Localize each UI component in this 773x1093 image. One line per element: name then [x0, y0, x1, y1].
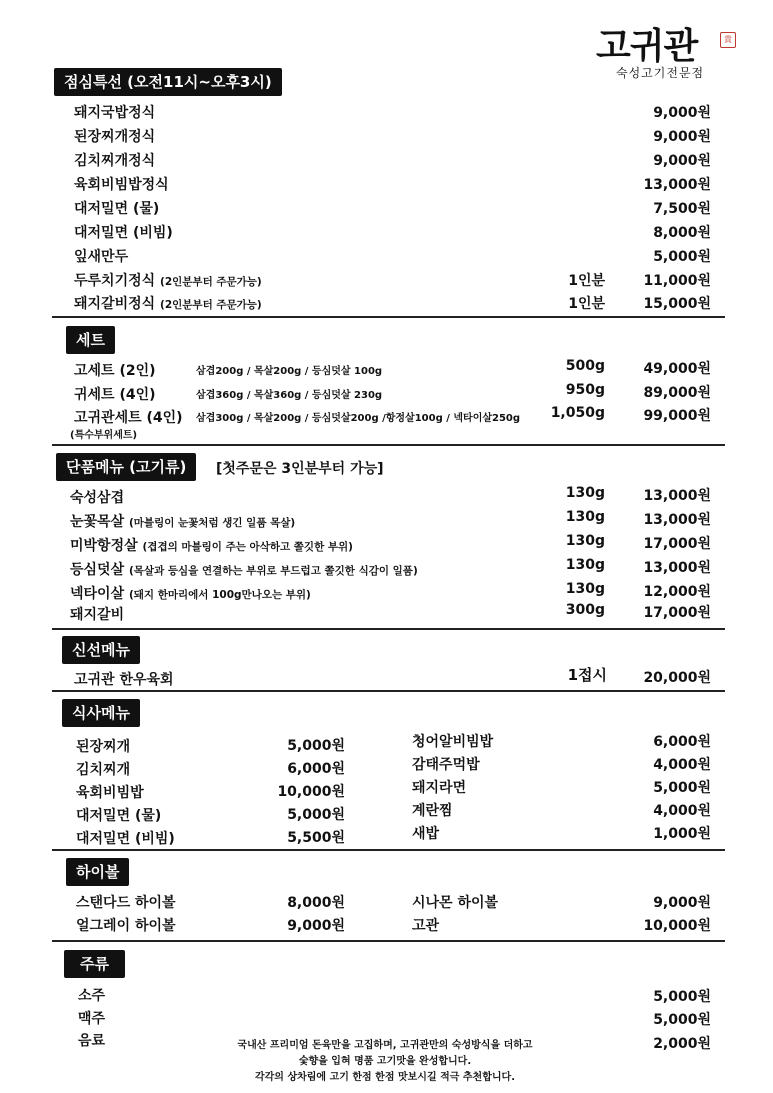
menu-item-label: 등심덧살	[70, 562, 125, 578]
logo-branch: 숙성고기전문점	[616, 66, 705, 80]
menu-item-name: 음료	[78, 1033, 106, 1049]
set-item-name: 귀세트 (4인)	[74, 387, 156, 403]
set-item-desc: 삼겹360g / 목살360g / 등심덧살 230g	[196, 390, 383, 401]
section-divider	[52, 849, 725, 851]
menu-item-price: 13,000원	[643, 512, 711, 528]
menu-item-name: 맥주	[78, 1011, 106, 1027]
menu-item-qty: 130g	[565, 581, 605, 597]
menu-item-note: (2인분부터 주문가능)	[160, 276, 262, 288]
menu-item-name	[74, 293, 262, 313]
menu-item-price: 13,000원	[643, 488, 711, 504]
section-divider	[52, 628, 725, 630]
set-item-price: 99,000원	[643, 408, 711, 424]
menu-item-label: 눈꽃목살	[70, 514, 125, 530]
menu-item-name: 김치찌개	[76, 762, 131, 778]
menu-item-name: 육회비빔밥정식	[74, 177, 169, 193]
set-item-sub: (특수부위세트)	[70, 430, 138, 441]
lunch-header: 점심특선 (오전11시~오후3시)	[54, 68, 282, 96]
menu-item-price: 5,000원	[653, 989, 711, 1005]
menu-item-price: 8,000원	[287, 895, 345, 911]
menu-item-name: 대저밀면 (비빔)	[74, 225, 173, 241]
menu-item-note: (목살과 등심을 연결하는 부위로 부드럽고 쫄깃한 식감이 일품)	[128, 565, 418, 577]
set-item-price: 89,000원	[643, 385, 711, 401]
menu-item-name: 얼그레이 하이볼	[76, 918, 176, 934]
menu-item-name	[70, 511, 295, 531]
menu-item-price: 9,000원	[287, 918, 345, 934]
brand-logo	[588, 18, 738, 88]
menu-item-price: 9,000원	[653, 153, 711, 169]
section-divider	[52, 316, 725, 318]
menu-item-note: (돼지 한마리에서 100g만나오는 부위)	[128, 589, 311, 601]
menu-item-name: 된장찌개정식	[74, 129, 156, 145]
menu-item-price: 5,000원	[287, 807, 345, 823]
menu-item-name: 고귀관 한우육회	[74, 672, 174, 688]
set-item-qty: 1,050g	[550, 405, 605, 421]
menu-item-name: 김치찌개정식	[74, 153, 156, 169]
single-subheader: [첫주문은 3인분부터 가능]	[216, 461, 384, 477]
menu-item-price: 5,000원	[653, 780, 711, 796]
section-divider	[52, 690, 725, 692]
set-header: 세트	[66, 326, 115, 354]
menu-item-name: 소주	[78, 988, 106, 1004]
menu-item-price: 9,000원	[653, 129, 711, 145]
notice-line: 각각의 상차림에 고기 한점 한점 맛보시길 적극 추천합니다.	[254, 1072, 515, 1083]
menu-item-qty: 130g	[565, 557, 605, 573]
menu-item-price: 5,000원	[287, 738, 345, 754]
notice-line: 숯향을 입혀 명품 고기맛을 완성합니다.	[298, 1056, 472, 1067]
menu-item-name: 대저밀면 (물)	[74, 201, 160, 217]
logo-seal-icon: 貴	[720, 32, 736, 48]
set-item-name: 고세트 (2인)	[74, 363, 156, 379]
menu-item-label: 돼지갈비정식	[74, 296, 156, 312]
menu-item-qty: 1접시	[567, 666, 607, 684]
menu-item-price: 4,000원	[653, 803, 711, 819]
menu-item-qty: 1인분	[568, 273, 605, 289]
menu-item-label: 미박항정살	[70, 538, 138, 554]
meal-header: 식사메뉴	[62, 699, 140, 727]
menu-item-price: 9,000원	[653, 895, 711, 911]
menu-item-name: 감태주먹밥	[412, 757, 480, 773]
menu-item-name: 계란찜	[412, 803, 453, 819]
menu-item-price: 5,000원	[653, 249, 711, 265]
menu-item-price: 5,500원	[287, 830, 345, 846]
menu-item-name	[70, 559, 418, 579]
menu-item-price: 10,000원	[643, 918, 711, 934]
menu-item-qty: 130g	[565, 533, 605, 549]
menu-item-price: 6,000원	[287, 761, 345, 777]
set-item-qty: 950g	[565, 382, 605, 398]
menu-item-name	[70, 583, 311, 603]
set-item-price: 49,000원	[643, 361, 711, 377]
menu-item-name: 돼지국밥정식	[74, 105, 156, 121]
menu-item-price: 2,000원	[653, 1036, 711, 1052]
menu-item-label: 숙성삼겹	[70, 490, 125, 506]
set-item-name: 고귀관세트 (4인)	[74, 410, 183, 426]
menu-item-price: 8,000원	[653, 225, 711, 241]
menu-item-price: 13,000원	[643, 177, 711, 193]
menu-item-name: 잎새만두	[74, 249, 129, 265]
menu-item-qty: 1인분	[568, 296, 605, 312]
menu-item-price: 12,000원	[643, 584, 711, 600]
menu-item-price: 1,000원	[653, 826, 711, 842]
drinks-header: 주류	[64, 950, 125, 978]
menu-item-label: 두루치기정식	[74, 273, 156, 289]
menu-item-price: 15,000원	[643, 296, 711, 312]
menu-item-price: 5,000원	[653, 1012, 711, 1028]
menu-item-name	[70, 487, 124, 507]
menu-item-qty: 300g	[565, 602, 605, 618]
menu-item-name: 시나몬 하이볼	[412, 895, 499, 911]
logo-name: 고귀관	[596, 25, 698, 67]
menu-item-name	[70, 604, 124, 624]
menu-item-name	[70, 535, 353, 555]
menu-item-name: 고관	[412, 918, 440, 934]
footer-notice	[200, 1038, 570, 1086]
menu-item-name: 돼지라면	[412, 780, 467, 796]
menu-item-price: 20,000원	[643, 670, 711, 686]
menu-item-price: 13,000원	[643, 560, 711, 576]
menu-item-name: 대저밀면 (비빔)	[76, 831, 175, 847]
menu-item-note: (2인분부터 주문가능)	[160, 299, 262, 311]
menu-item-label: 넥타이살	[70, 586, 125, 602]
set-item-desc: 삼겹300g / 목살200g / 등심덧살200g /항정살100g / 넥타이살250g	[196, 413, 521, 424]
section-divider	[52, 444, 725, 446]
menu-item-name: 새밥	[412, 826, 440, 842]
menu-item-price: 4,000원	[653, 757, 711, 773]
menu-item-name: 된장찌개	[76, 739, 131, 755]
menu-item-price: 7,500원	[653, 201, 711, 217]
menu-item-note: (겹겹의 마블링이 주는 아삭하고 쫄깃한 부위)	[142, 541, 353, 553]
menu-item-note: (마블링이 눈꽃처럼 생긴 일품 목살)	[128, 517, 296, 529]
fresh-header: 신선메뉴	[62, 636, 140, 664]
menu-item-name: 육회비빔밥	[76, 785, 144, 801]
menu-item-name	[74, 270, 262, 290]
menu-item-price: 11,000원	[643, 273, 711, 289]
set-item-qty: 500g	[565, 358, 605, 374]
menu-item-price: 9,000원	[653, 105, 711, 121]
set-item-desc: 삼겹200g / 목살200g / 등심덧살 100g	[196, 366, 383, 377]
section-divider	[52, 940, 725, 942]
menu-item-price: 10,000원	[277, 784, 345, 800]
menu-item-name: 대저밀면 (물)	[76, 808, 162, 824]
menu-item-price: 6,000원	[653, 734, 711, 750]
menu-item-label: 돼지갈비	[70, 607, 125, 623]
menu-item-qty: 130g	[565, 485, 605, 501]
notice-line: 국내산 프리미엄 돈육만을 고집하며, 고귀관만의 숙성방식을 더하고	[237, 1040, 533, 1051]
menu-item-qty: 130g	[565, 509, 605, 525]
menu-item-price: 17,000원	[643, 605, 711, 621]
menu-item-name: 청어알비빔밥	[412, 734, 494, 750]
menu-item-name: 스탠다드 하이볼	[76, 895, 176, 911]
single-header: 단품메뉴 (고기류)	[56, 453, 196, 481]
highball-header: 하이볼	[66, 858, 129, 886]
menu-item-price: 17,000원	[643, 536, 711, 552]
